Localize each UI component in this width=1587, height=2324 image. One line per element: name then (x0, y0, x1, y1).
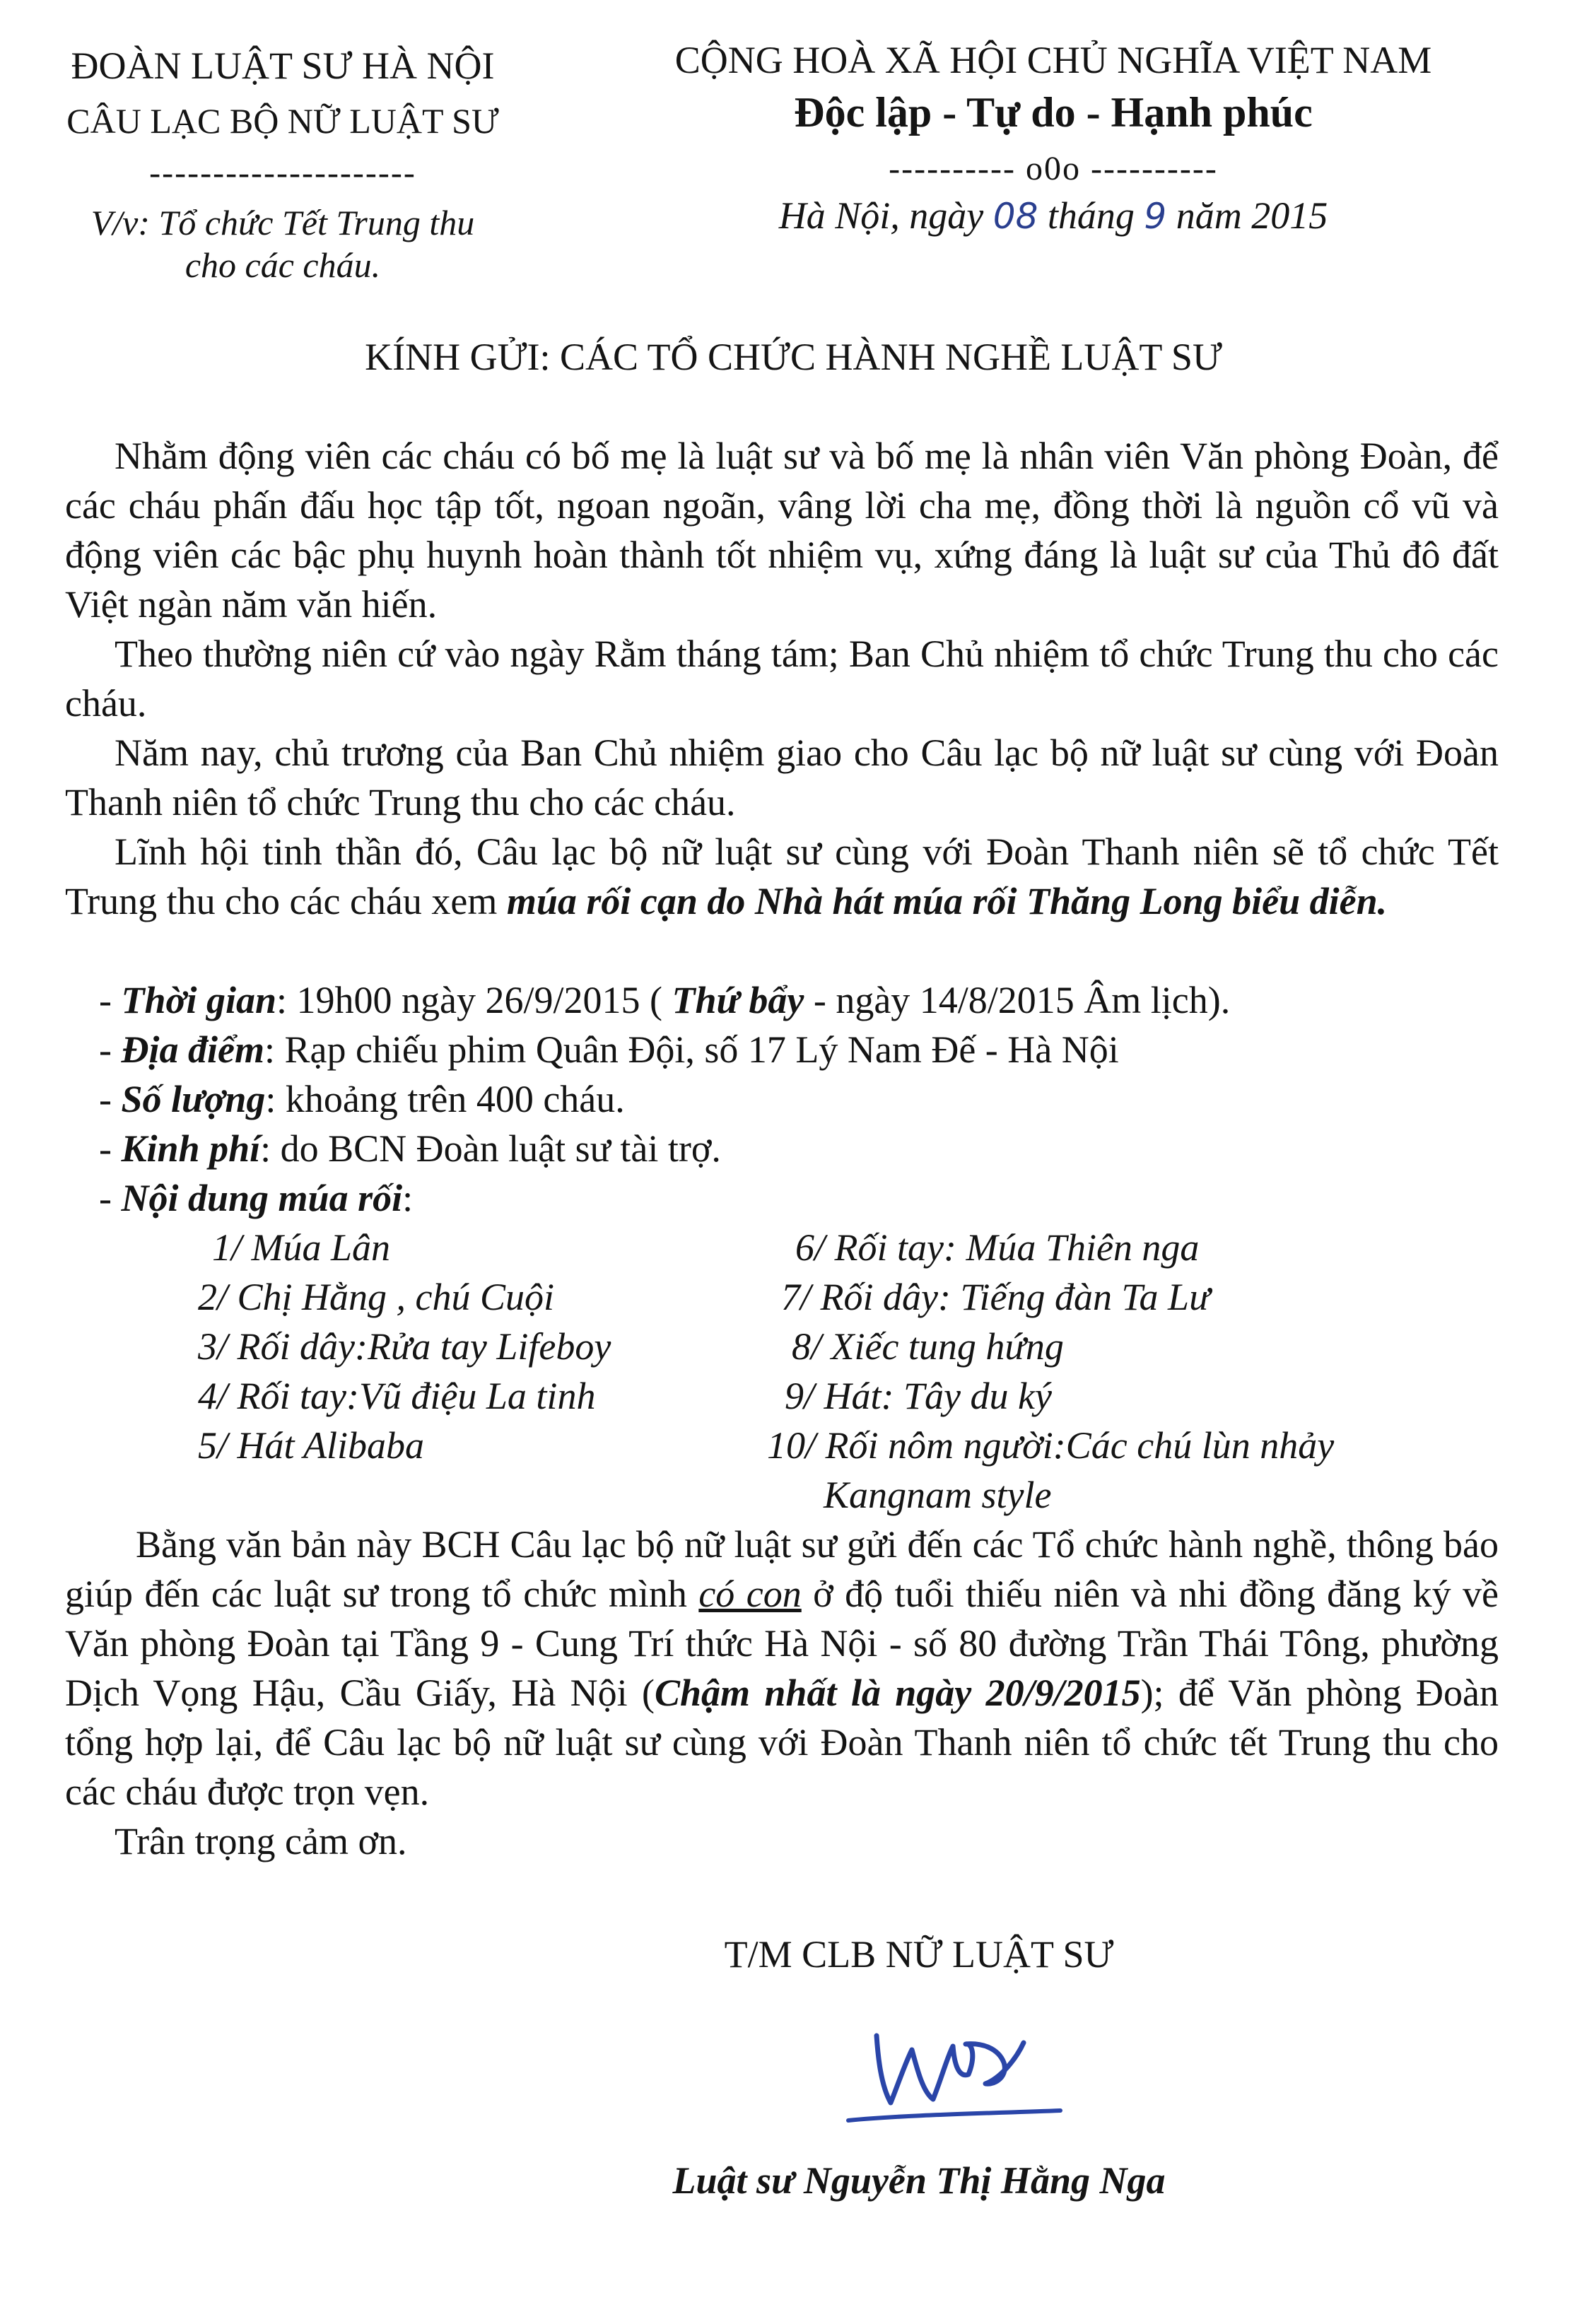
club-name: CÂU LẠC BỘ NỮ LUẬT SƯ (66, 101, 499, 141)
detail-time: - Thời gian: 19h00 ngày 26/9/2015 ( Thứ bẩy - ngày 14/8/2015 Âm lịch). (99, 979, 1231, 1021)
content-label: Nội dung múa rối (121, 1177, 403, 1219)
program-item: 2/ Chị Hằng , chú Cuội (198, 1276, 555, 1318)
program-item: 6/ Rối tay: Múa Thiên nga (795, 1226, 1200, 1269)
national-motto: Độc lập - Tự do - Hạnh phúc (794, 89, 1313, 136)
date-month-label: tháng (1047, 194, 1135, 237)
recipient: KÍNH GỬI: CÁC TỔ CHỨC HÀNH NGHỀ LUẬT SƯ (365, 336, 1222, 378)
subject-line-2: cho các cháu. (185, 245, 381, 285)
program-item: 10/ Rối nôm người:Các chú lùn nhảy (767, 1424, 1335, 1467)
time-lunar: - ngày 14/8/2015 Âm lịch). (804, 979, 1231, 1021)
time-label: Thời gian (121, 979, 277, 1021)
date-day: 08 (992, 196, 1038, 237)
paragraph-4 (65, 827, 1499, 926)
closing-paragraph (65, 1520, 1499, 1817)
paragraph-1: Nhằm động viên các cháu có bố mẹ là luật sư và bố mẹ là nhân viên Văn phòng Đoàn, để các cháu phấn đấu học tập tốt, ngoan ngoãn, vâng lời cha mẹ, đồng thời là nguồn cổ vũ và động viên các bậc phụ huynh hoàn thành tốt nhiệm vụ, xứng đáng là luật sư của Thủ đô đất Việt ngàn năm văn hiến. (65, 435, 1499, 626)
time-value: : 19h00 ngày 26/9/2015 ( (276, 979, 672, 1021)
program-item: 9/ Hát: Tây du ký (785, 1375, 1052, 1417)
closing-underlined: có con (698, 1573, 802, 1615)
date-year: năm 2015 (1176, 194, 1328, 237)
program-item: 8/ Xiếc tung hứng (792, 1325, 1064, 1368)
handwritten-signature (834, 2007, 1074, 2135)
on-behalf-label: T/M CLB NỮ LUẬT SƯ (724, 1933, 1114, 1976)
paragraph-4-highlight: múa rối cạn do Nhà hát múa rối Thăng Long biểu diễn. (506, 880, 1388, 922)
detail-content: - Nội dung múa rối: (99, 1177, 414, 1219)
detail-funding: - Kinh phí: do BCN Đoàn luật sư tài trợ. (99, 1127, 721, 1170)
signer-name: Luật sư Nguyễn Thị Hằng Nga (672, 2159, 1166, 2202)
place-value: : Rạp chiếu phim Quân Đội, số 17 Lý Nam Đế - Hà Nội (264, 1028, 1119, 1071)
time-weekday: Thứ bẩy (672, 979, 804, 1021)
closing-text-b: ở độ tuổi thiếu niên và nhi đồng đăng ký về Văn phòng Đoàn tại Tầng 9 - Cung Trí thức Hà Nội - số 80 đường Trần Thái Tông, phường Dịch Vọng Hậu, Cầu Giấy, Hà Nội ( (65, 1573, 1499, 1714)
subject-line-1: V/v: Tổ chức Tết Trung thu (90, 203, 475, 242)
program-item: 3/ Rối dây:Rửa tay Lifeboy (198, 1325, 611, 1368)
closing-deadline: Chậm nhất là ngày 20/9/2015 (654, 1672, 1141, 1714)
date-month: 9 (1144, 196, 1167, 237)
paragraph-4-text: Lĩnh hội tinh thần đó, Câu lạc bộ nữ luật sư cùng với Đoàn Thanh niên sẽ tổ chức Tết Trung thu cho các cháu xem (65, 831, 1499, 922)
program-item: 4/ Rối tay:Vũ điệu La tinh (198, 1375, 596, 1417)
funding-value: : do BCN Đoàn luật sư tài trợ. (260, 1127, 721, 1170)
detail-place: - Địa điểm: Rạp chiếu phim Quân Đội, số 17 Lý Nam Đế - Hà Nội (99, 1028, 1119, 1071)
date-line (558, 191, 1548, 241)
closing-text-c: ); để Văn phòng Đoàn tổng hợp lại, để Câu lạc bộ nữ luật sư cùng với Đoàn Thanh niên tổ chức tết Trung thu cho các cháu được trọn vẹn. (65, 1672, 1499, 1813)
paragraph-3: Năm nay, chủ trương của Ban Chủ nhiệm giao cho Câu lạc bộ nữ luật sư cùng với Đoàn Thanh niên tổ chức Trung thu cho các cháu. (65, 732, 1499, 823)
quantity-label: Số lượng (121, 1078, 266, 1120)
org-name: ĐOÀN LUẬT SƯ HÀ NỘI (71, 45, 495, 87)
right-divider: ---------- o0o ---------- (889, 150, 1218, 187)
date-prefix: Hà Nội, ngày (778, 194, 984, 237)
closing-text-a: Bằng văn bản này BCH Câu lạc bộ nữ luật sư gửi đến các Tổ chức hành nghề, thông báo giúp đến các luật sư trong tổ chức mình (65, 1523, 1499, 1615)
program-item-continued: Kangnam style (824, 1474, 1052, 1516)
content-colon: : (402, 1177, 414, 1219)
funding-label: Kinh phí (121, 1127, 261, 1170)
republic-title: CỘNG HOÀ XÃ HỘI CHỦ NGHĨA VIỆT NAM (674, 39, 1432, 81)
program-item: 7/ Rối dây: Tiếng đàn Ta Lư (781, 1276, 1210, 1318)
thanks-line: Trân trọng cảm ơn. (115, 1820, 407, 1862)
left-divider: --------------------- (149, 154, 416, 192)
place-label: Địa điểm (121, 1028, 264, 1071)
quantity-value: : khoảng trên 400 cháu. (265, 1078, 625, 1120)
program-item: 1/ Múa Lân (212, 1226, 391, 1269)
detail-quantity: - Số lượng: khoảng trên 400 cháu. (99, 1078, 625, 1120)
program-item: 5/ Hát Alibaba (198, 1424, 425, 1467)
paragraph-2: Theo thường niên cứ vào ngày Rằm tháng tám; Ban Chủ nhiệm tổ chức Trung thu cho các cháu. (65, 633, 1499, 724)
